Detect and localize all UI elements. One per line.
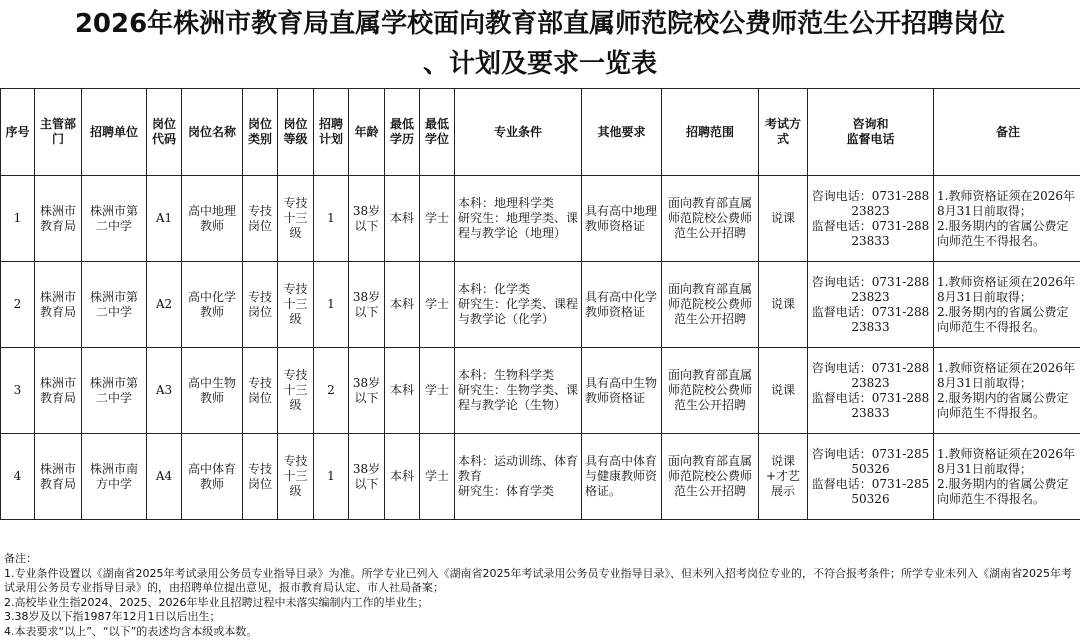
cell-level: 专技十三级 (278, 434, 314, 520)
cell-no: 2 (1, 262, 35, 348)
cell-post: 高中化学教师 (182, 262, 243, 348)
cell-phone: 咨询电话：0731-28550326 监督电话：0731-28550326 (808, 434, 934, 520)
header-plan: 招聘计划 (314, 89, 349, 176)
notes-section (4, 552, 1076, 640)
cell-major: 本科：化学类 研究生：化学类、课程与教学论（化学） (455, 262, 582, 348)
cell-post: 高中生物教师 (182, 348, 243, 434)
header-post: 岗位名称 (182, 89, 243, 176)
cell-dept: 株洲市教育局 (35, 176, 82, 262)
header-dept: 主管部门 (35, 89, 82, 176)
cell-code: A3 (147, 348, 182, 434)
cell-level: 专技十三级 (278, 262, 314, 348)
header-edu: 最低学历 (385, 89, 420, 176)
title-line-2: 、计划及要求一览表 (422, 49, 657, 79)
cell-edu: 本科 (385, 262, 420, 348)
cell-degree: 学士 (420, 262, 455, 348)
header-code: 岗位代码 (147, 89, 182, 176)
header-scope: 招聘范围 (662, 89, 759, 176)
cell-major: 本科：地理科学类 研究生：地理学类、课程与教学论（地理） (455, 176, 582, 262)
header-exam: 考试方式 (759, 89, 808, 176)
cell-other: 具有高中体育与健康教师资格证。 (582, 434, 662, 520)
notes-heading: 备注： (4, 552, 37, 565)
cell-remark: 1.教师资格证须在2026年8月31日前取得； 2.服务期内的省属公费定向师范生不得报名。 (934, 348, 1080, 434)
cell-exam: 说课 (759, 348, 808, 434)
cell-other: 具有高中化学教师资格证 (582, 262, 662, 348)
cell-plan: 1 (314, 176, 349, 262)
note-item: 4.本表要求“以上”、“以下”的表述均含本级或本数。 (4, 624, 258, 638)
cell-unit: 株洲市第二中学 (82, 262, 147, 348)
cell-post: 高中地理教师 (182, 176, 243, 262)
cell-category: 专技岗位 (243, 176, 278, 262)
cell-category: 专技岗位 (243, 434, 278, 520)
cell-category: 专技岗位 (243, 348, 278, 434)
cell-age: 38岁以下 (349, 262, 385, 348)
cell-no: 1 (1, 176, 35, 262)
cell-edu: 本科 (385, 176, 420, 262)
header-remark: 备注 (934, 89, 1080, 176)
cell-unit: 株洲市第二中学 (82, 348, 147, 434)
cell-code: A1 (147, 176, 182, 262)
header-degree: 最低学位 (420, 89, 455, 176)
cell-phone: 咨询电话：0731-28823823 监督电话：0731-28823833 (808, 262, 934, 348)
cell-other: 具有高中地理教师资格证 (582, 176, 662, 262)
cell-category: 专技岗位 (243, 262, 278, 348)
cell-major: 本科：生物科学类 研究生：生物学类、课程与教学论（生物） (455, 348, 582, 434)
cell-plan: 1 (314, 434, 349, 520)
cell-remark: 1.教师资格证须在2026年8月31日前取得； 2.服务期内的省属公费定向师范生不得报名。 (934, 262, 1080, 348)
header-category: 岗位类别 (243, 89, 278, 176)
cell-dept: 株洲市教育局 (35, 434, 82, 520)
cell-unit: 株洲市南方中学 (82, 434, 147, 520)
cell-no: 3 (1, 348, 35, 434)
cell-scope: 面向教育部直属师范院校公费师范生公开招聘 (662, 348, 759, 434)
cell-dept: 株洲市教育局 (35, 262, 82, 348)
note-item: 3.38岁及以下指1987年12月1日以后出生； (4, 610, 221, 624)
cell-degree: 学士 (420, 434, 455, 520)
cell-degree: 学士 (420, 176, 455, 262)
cell-no: 4 (1, 434, 35, 520)
note-item: 2.高校毕业生指2024、2025、2026年毕业且招聘过程中未落实编制内工作的毕业生； (4, 595, 429, 609)
cell-level: 专技十三级 (278, 348, 314, 434)
table-row (1, 176, 1080, 262)
cell-exam: 说课 (759, 176, 808, 262)
cell-other: 具有高中生物教师资格证 (582, 348, 662, 434)
cell-major: 本科：运动训练、体育教育 研究生：体育学类 (455, 434, 582, 520)
page-title (0, 4, 1080, 84)
title-line-1: 2026年株洲市教育局直属学校面向教育部直属师范院校公费师范生公开招聘岗位 (74, 9, 1006, 39)
cell-plan: 2 (314, 348, 349, 434)
cell-post: 高中体育教师 (182, 434, 243, 520)
header-other: 其他要求 (582, 89, 662, 176)
cell-remark: 1.教师资格证须在2026年8月31日前取得； 2.服务期内的省属公费定向师范生不得报名。 (934, 176, 1080, 262)
cell-phone: 咨询电话：0731-28823823 监督电话：0731-28823833 (808, 176, 934, 262)
cell-phone: 咨询电话：0731-28823823 监督电话：0731-28823833 (808, 348, 934, 434)
cell-level: 专技十三级 (278, 176, 314, 262)
header-row (1, 89, 1080, 176)
cell-age: 38岁以下 (349, 348, 385, 434)
cell-dept: 株洲市教育局 (35, 348, 82, 434)
cell-age: 38岁以下 (349, 434, 385, 520)
header-level: 岗位等级 (278, 89, 314, 176)
cell-scope: 面向教育部直属师范院校公费师范生公开招聘 (662, 176, 759, 262)
header-no: 序号 (1, 89, 35, 176)
table-row (1, 262, 1080, 348)
cell-unit: 株洲市第二中学 (82, 176, 147, 262)
cell-age: 38岁以下 (349, 176, 385, 262)
cell-exam: 说课+才艺展示 (759, 434, 808, 520)
header-unit: 招聘单位 (82, 89, 147, 176)
header-phone: 咨询和 监督电话 (808, 89, 934, 176)
cell-scope: 面向教育部直属师范院校公费师范生公开招聘 (662, 434, 759, 520)
table-row (1, 434, 1080, 520)
cell-edu: 本科 (385, 348, 420, 434)
note-item: 1.专业条件设置以《湖南省2025年考试录用公务员专业指导目录》为准。所学专业已列入《湖南省2025年考试录用公务员专业指导目录》、但未列入招考岗位专业的，不符合报考条件；所学专业未列入《湖南省2025年考试录用公务员专业指导目录》的，由招聘单位提出意见，报市教育局认定、市人社局备案； (4, 566, 1072, 595)
cell-scope: 面向教育部直属师范院校公费师范生公开招聘 (662, 262, 759, 348)
header-age: 年龄 (349, 89, 385, 176)
cell-code: A2 (147, 262, 182, 348)
cell-code: A4 (147, 434, 182, 520)
table-row (1, 348, 1080, 434)
cell-remark: 1.教师资格证须在2026年8月31日前取得； 2.服务期内的省属公费定向师范生不得报名。 (934, 434, 1080, 520)
cell-plan: 1 (314, 262, 349, 348)
cell-degree: 学士 (420, 348, 455, 434)
cell-exam: 说课 (759, 262, 808, 348)
recruitment-table (0, 88, 1080, 520)
header-major: 专业条件 (455, 89, 582, 176)
cell-edu: 本科 (385, 434, 420, 520)
